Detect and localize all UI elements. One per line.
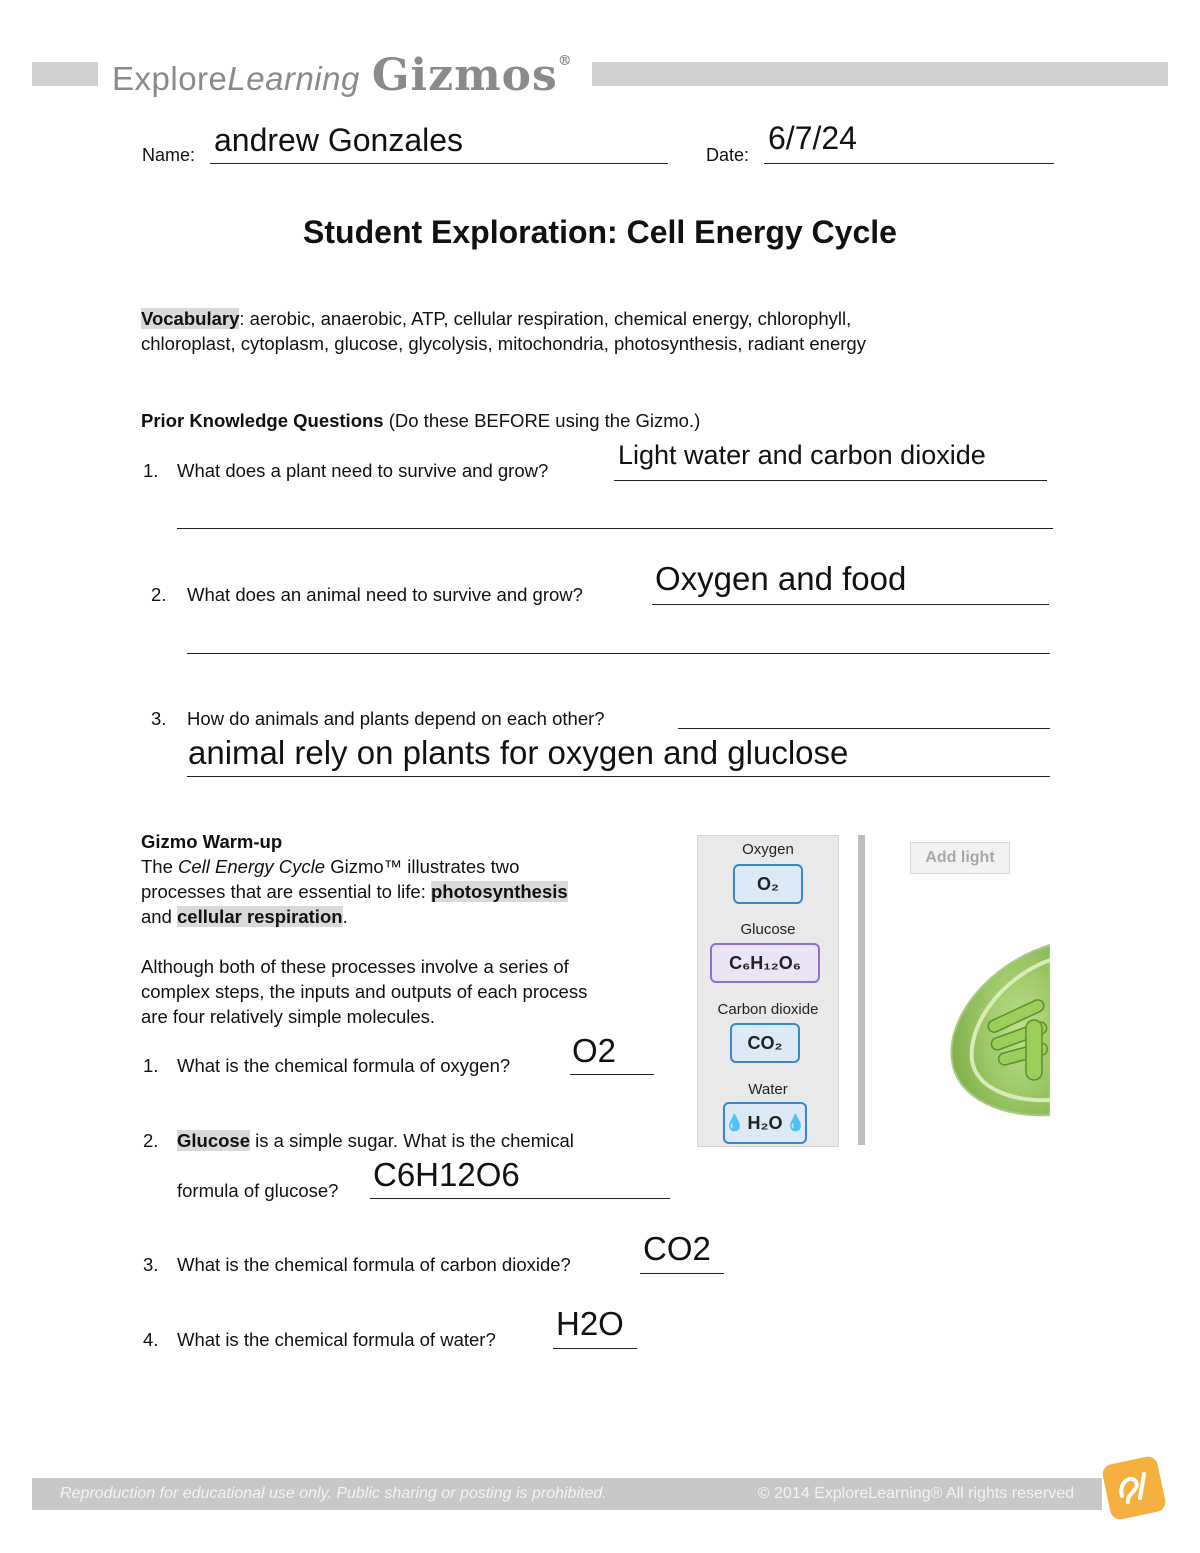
prior-q1-text: What does a plant need to survive and grow?	[177, 460, 549, 481]
gizmo-divider	[858, 835, 865, 1145]
warmup-q4-text: What is the chemical formula of water?	[177, 1329, 496, 1350]
add-light-button[interactable]: Add light	[910, 842, 1010, 874]
warmup-q2-number: 2.	[143, 1130, 159, 1151]
date-label: Date:	[706, 145, 750, 165]
warmup-q4-number: 4.	[143, 1329, 159, 1350]
chloroplast-illustration	[946, 940, 1050, 1120]
warmup-q2-underline	[370, 1198, 670, 1199]
prior-q2-underline	[652, 604, 1049, 605]
carbon-dioxide-molecule-button[interactable]: CO₂	[730, 1023, 800, 1063]
warmup-q1-underline	[570, 1074, 654, 1075]
oxygen-molecule-button[interactable]: O₂	[733, 864, 803, 904]
cellular-respiration-term: cellular respiration	[177, 906, 343, 927]
prior-q3-underline-2	[187, 776, 1050, 777]
photosynthesis-term: photosynthesis	[430, 881, 568, 902]
date-value[interactable]: 6/7/24	[768, 120, 857, 156]
logo-gizmos-text: Gizmos®	[371, 50, 573, 101]
page-title: Student Exploration: Cell Energy Cycle	[303, 214, 897, 250]
header-bar-left	[32, 62, 98, 86]
date-underline	[764, 163, 1054, 164]
footer-reproduction-notice: Reproduction for educational use only. Public sharing or posting is prohibited.	[60, 1485, 607, 1502]
prior-q1-underline	[614, 480, 1047, 481]
prior-q1-answer[interactable]: Light water and carbon dioxide	[618, 440, 986, 470]
water-drop-icon: 💧	[724, 1115, 745, 1132]
explorelearning-gizmos-logo	[112, 48, 573, 101]
prior-q3-text: How do animals and plants depend on each other?	[187, 708, 605, 729]
name-underline	[210, 163, 668, 164]
warmup-q2-line2: formula of glucose?	[177, 1180, 339, 1201]
vocabulary-paragraph: Vocabulary: aerobic, anaerobic, ATP, cellular respiration, chemical energy, chlorophyll, chloroplast, cytoplasm, glucose, glycolysis, mitochondria, photosynthesis, radiant energy	[141, 308, 866, 354]
water-drop-icon-right: 💧	[785, 1115, 806, 1132]
name-label: Name:	[142, 145, 196, 165]
prior-q3-answer[interactable]: animal rely on plants for oxygen and gluclose	[188, 734, 849, 771]
glucose-label: Glucose	[740, 921, 796, 938]
carbon-dioxide-label: Carbon dioxide	[717, 1001, 819, 1018]
prior-knowledge-heading: Prior Knowledge Questions (Do these BEFORE using the Gizmo.)	[141, 410, 701, 431]
warmup-q3-text: What is the chemical formula of carbon dioxide?	[177, 1254, 571, 1275]
warmup-heading: Gizmo Warm-up	[141, 831, 283, 852]
footer-copyright: © 2014 ExploreLearning® All rights reserved	[757, 1485, 1074, 1502]
prior-q2-text: What does an animal need to survive and grow?	[187, 584, 583, 605]
warmup-paragraph-1: Gizmo Warm-up The Cell Energy Cycle Gizmo™ illustrates two processes that are essential to life: photosynthesis and cellular respiration.	[141, 831, 568, 927]
warmup-q1-number: 1.	[143, 1055, 159, 1076]
warmup-q3-answer[interactable]: CO2	[643, 1230, 711, 1267]
prior-q3-number: 3.	[151, 708, 167, 729]
name-value[interactable]: andrew Gonzales	[214, 122, 464, 158]
warmup-q3-number: 3.	[143, 1254, 159, 1275]
vocabulary-label: Vocabulary	[141, 308, 240, 329]
header-bar-right	[592, 62, 1168, 86]
prior-q2-underline-2	[187, 653, 1050, 654]
prior-q1-underline-2	[177, 528, 1053, 529]
prior-q1-number: 1.	[143, 460, 159, 481]
logo-explore-text: ExploreLearning	[112, 60, 360, 97]
oxygen-label: Oxygen	[742, 841, 794, 858]
water-molecule-button[interactable]: 💧 H₂O 💧	[723, 1102, 807, 1144]
warmup-q1-text: What is the chemical formula of oxygen?	[177, 1055, 511, 1076]
glucose-molecule-button[interactable]: C₆H₁₂O₆	[710, 943, 820, 983]
warmup-q4-answer[interactable]: H2O	[556, 1305, 624, 1342]
gizmo-molecule-panel	[697, 835, 839, 1147]
prior-q2-answer[interactable]: Oxygen and food	[655, 560, 907, 597]
prior-q3-underline	[678, 728, 1050, 729]
prior-q2-number: 2.	[151, 584, 167, 605]
warmup-q1-answer[interactable]: O2	[572, 1032, 617, 1069]
water-label: Water	[748, 1081, 788, 1098]
warmup-q2-answer[interactable]: C6H12O6	[373, 1156, 520, 1193]
warmup-q3-underline	[640, 1273, 724, 1274]
warmup-q4-underline	[553, 1348, 637, 1349]
warmup-paragraph-2: Although both of these processes involve a series of complex steps, the inputs and outputs of each process are four relatively simple molecules.	[141, 956, 588, 1027]
explorelearning-badge-icon	[1098, 1452, 1170, 1524]
footer-bar	[32, 1478, 1102, 1510]
warmup-q2-text: Glucose is a simple sugar. What is the chemical	[177, 1130, 574, 1151]
